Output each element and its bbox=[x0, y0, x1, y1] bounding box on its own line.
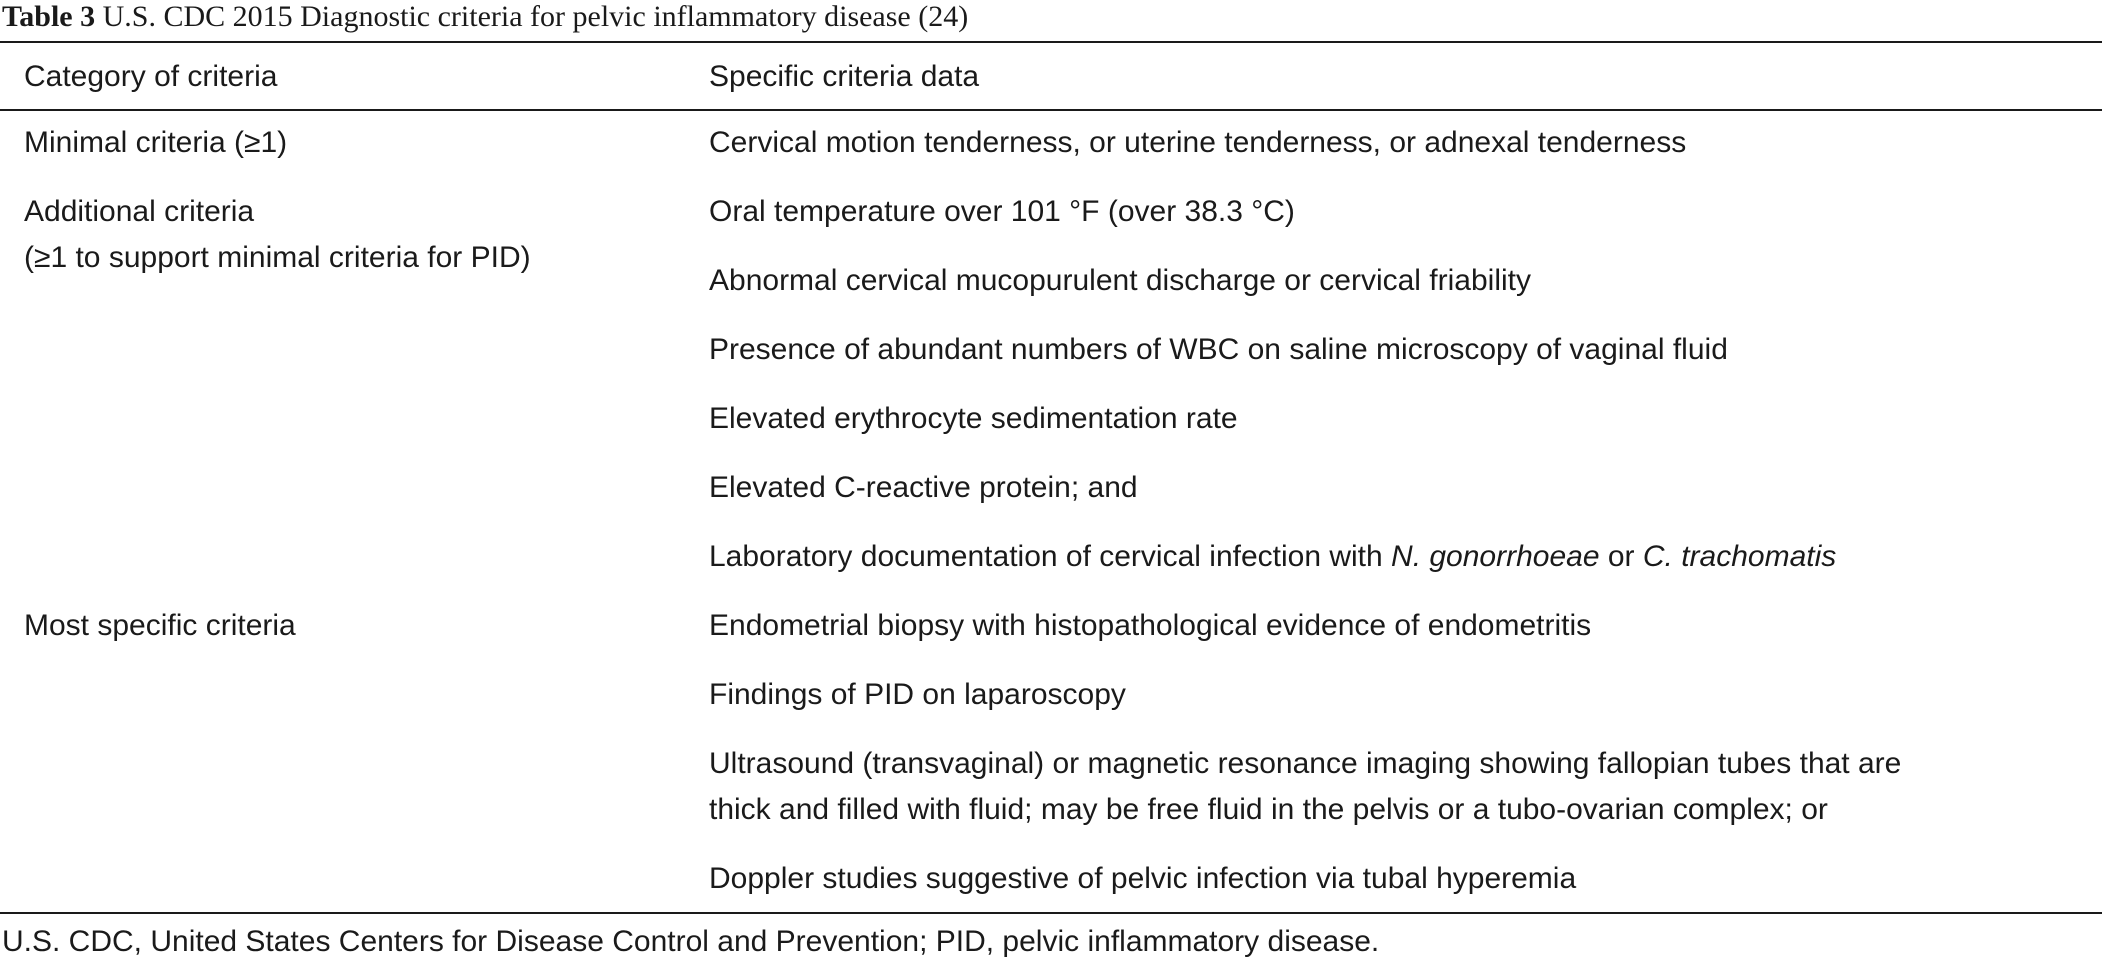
category-cell: Additional criteria bbox=[24, 195, 255, 228]
table-caption-text: U.S. CDC 2015 Diagnostic criteria for pelvic inflammatory disease (24) bbox=[102, 0, 969, 33]
criteria-item: Elevated C-reactive protein; and bbox=[709, 471, 1138, 504]
criteria-item: Abnormal cervical mucopurulent discharge or cervical friability bbox=[709, 264, 1531, 297]
criteria-item: Oral temperature over 101 °F (over 38.3 °C) bbox=[709, 195, 1295, 228]
criteria-item bbox=[709, 534, 1836, 580]
bottom-rule bbox=[0, 912, 2102, 914]
top-rule bbox=[0, 41, 2102, 43]
category-cell: (≥1 to support minimal criteria for PID) bbox=[24, 241, 531, 274]
organism-name: N. gonorrhoeae bbox=[1391, 540, 1600, 573]
organism-name: C. trachomatis bbox=[1642, 540, 1837, 573]
category-cell: Most specific criteria bbox=[24, 609, 296, 642]
criteria-item: Cervical motion tenderness, or uterine tenderness, or adnexal tenderness bbox=[709, 126, 1687, 159]
table-footnote: U.S. CDC, United States Centers for Disease Control and Prevention; PID, pelvic inflammatory disease. bbox=[2, 925, 1380, 958]
category-cell: Minimal criteria (≥1) bbox=[24, 126, 288, 159]
criteria-item: Presence of abundant numbers of WBC on saline microscopy of vaginal fluid bbox=[709, 333, 1728, 366]
criteria-item: Ultrasound (transvaginal) or magnetic resonance imaging showing fallopian tubes that are bbox=[709, 747, 1902, 780]
header-specific-criteria: Specific criteria data bbox=[709, 60, 980, 93]
criteria-item: Findings of PID on laparoscopy bbox=[709, 678, 1126, 711]
table-caption bbox=[2, 0, 968, 36]
header-rule bbox=[0, 109, 2102, 111]
criteria-item: Endometrial biopsy with histopathological evidence of endometritis bbox=[709, 609, 1592, 642]
table-caption-label: Table 3 bbox=[2, 0, 96, 33]
criteria-item: Elevated erythrocyte sedimentation rate bbox=[709, 402, 1238, 435]
header-category: Category of criteria bbox=[24, 60, 278, 93]
criteria-text: Laboratory documentation of cervical infection with bbox=[709, 540, 1392, 573]
criteria-text: or bbox=[1599, 540, 1643, 573]
criteria-item: Doppler studies suggestive of pelvic infection via tubal hyperemia bbox=[709, 862, 1577, 895]
criteria-item: thick and filled with fluid; may be free fluid in the pelvis or a tubo-ovarian complex; or bbox=[709, 793, 1828, 826]
